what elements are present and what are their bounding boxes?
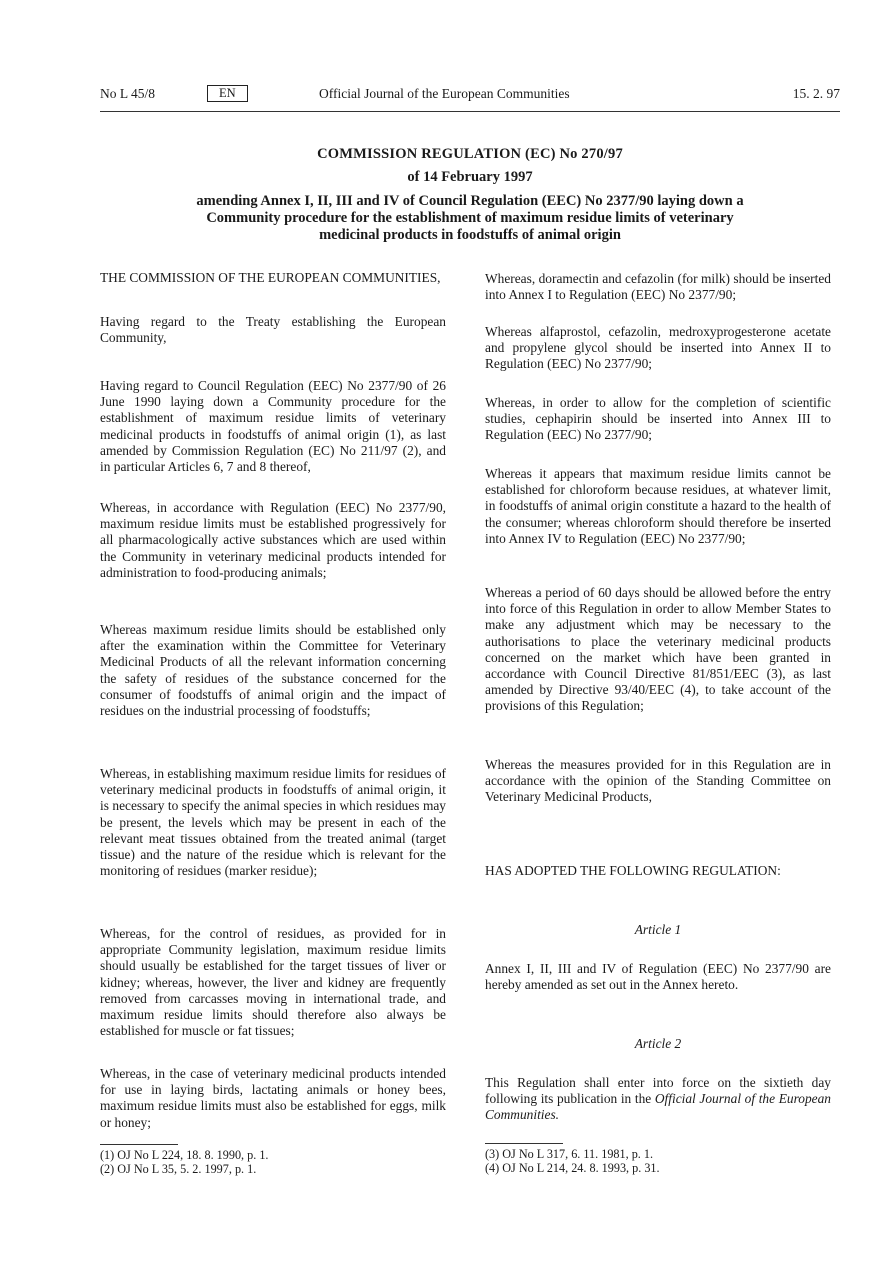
footnote-3: (3) OJ No L 317, 6. 11. 1981, p. 1. [485, 1147, 654, 1161]
recital-10: Whereas a period of 60 days should be allowed before the entry into force of this Regulation in order to allow Member States to make any adjustment which may be necessary to the authorisations to place the veterinary medicinal products concerned on the market which have been granted in accordance with Council Directive 81/851/EEC (3), as last amended by Directive 93/40/EEC (4), to take account of the provisions of this Regulation; [485, 585, 831, 714]
recital-1: Whereas, in accordance with Regulation (EEC) No 2377/90, maximum residue limits must be established progressively for all pharmacologically active substances which are used within the Community in veterinary medicinal products intended for administration to food-producing animals; [100, 500, 446, 580]
adoption-statement: HAS ADOPTED THE FOLLOWING REGULATION: [485, 863, 781, 878]
article-2-heading: Article 2 [634, 1036, 682, 1051]
footnote-4: (4) OJ No L 214, 24. 8. 1993, p. 31. [485, 1161, 660, 1175]
journal-title: Official Journal of the European Communities [319, 86, 570, 101]
recital-7: Whereas alfaprostol, cefazolin, medroxyprogesterone acetate and propylene glycol should be inserted into Annex II to Regulation (EEC) No 2377/90; [485, 324, 831, 372]
recital-9: Whereas it appears that maximum residue limits cannot be established for chloroform because residues, at whatever limit, in foodstuffs of animal origin constitute a hazard to the health of the consumer; whereas chloroform should therefore be inserted into Annex IV to Regulation (EEC) No 2377/90; [485, 466, 831, 546]
header-rule [100, 111, 840, 112]
recital-6: Whereas, doramectin and cefazolin (for milk) should be inserted into Annex I to Regulation (EEC) No 2377/90; [485, 271, 831, 303]
article-2-text-main: This Regulation shall enter into force on the sixtieth day following its publication in the [485, 1075, 831, 1107]
recital-4: Whereas, for the control of residues, as provided for in appropriate Community legislation, maximum residue limits should usually be established for the target tissues of liver or kidney; whereas, however, the liver and kidney are frequently removed from carcasses moving in international trade, and maximum residue limits should therefore also always be established for muscle or fat tissues; [100, 926, 446, 1039]
preamble-commission: THE COMMISSION OF THE EUROPEAN COMMUNITIES, [100, 270, 441, 285]
recital-8: Whereas, in order to allow for the completion of scientific studies, cephapirin should be inserted into Annex III to Regulation (EEC) No 2377/90; [485, 395, 831, 443]
recital-5: Whereas, in the case of veterinary medicinal products intended for use in laying birds, lactating animals or honey bees, maximum residue limits must also be established for eggs, milk or honey; [100, 1066, 446, 1130]
regulation-date: of 14 February 1997 [407, 169, 533, 185]
recital-council-regulation: Having regard to Council Regulation (EEC) No 2377/90 of 26 June 1990 laying down a Community procedure for the establishment of maximum residue limits of veterinary medicinal products in foodstuffs of animal origin (1), as last amended by Commission Regulation (EC) No 211/97 (2), and in particular Articles 6, 7 and 8 thereof, [100, 378, 446, 475]
footnote-rule-left [100, 1144, 178, 1145]
footnote-2: (2) OJ No L 35, 5. 2. 1997, p. 1. [100, 1162, 257, 1176]
article-2-journal-ref: Official Journal of the European Communities. [485, 1091, 832, 1123]
recital-treaty: Having regard to the Treaty establishing the European Community, [100, 314, 446, 346]
footnote-1: (1) OJ No L 224, 18. 8. 1990, p. 1. [100, 1148, 269, 1162]
issue-date: 15. 2. 97 [792, 86, 840, 101]
recital-11: Whereas the measures provided for in this Regulation are in accordance with the opinion of the Standing Committee on Veterinary Medicinal Products, [485, 757, 831, 805]
article-1-heading: Article 1 [634, 922, 682, 937]
recital-3: Whereas, in establishing maximum residue limits for residues of veterinary medicinal products in foodstuffs of animal origin, it is necessary to specify the animal species in which residues may be present, the levels which may be present in each of the relevant meat tissues obtained from the treated animal (target tissue) and the nature of the residue which is relevant for the monitoring of residues (marker residue); [100, 766, 446, 879]
regulation-subject: amending Annex I, II, III and IV of Council Regulation (EEC) No 2377/90 laying down a Community procedure for the establishment of maximum residue limits of veterinary medicinal products in foodstuffs of animal origin [196, 193, 744, 243]
issue-number: No L 45/8 [100, 86, 155, 101]
regulation-title: COMMISSION REGULATION (EC) No 270/97 [317, 146, 623, 162]
footnote-rule-right [485, 1143, 563, 1144]
page-header [100, 86, 840, 106]
language-badge: EN [207, 85, 248, 102]
recital-2: Whereas maximum residue limits should be established only after the examination within the Committee for Veterinary Medicinal Products of all the relevant information concerning the safety of residues of the substance concerned for the consumer of foodstuffs of animal origin and the impact of residues on the industrial processing of foodstuffs; [100, 622, 446, 719]
article-1-text: Annex I, II, III and IV of Regulation (EEC) No 2377/90 are hereby amended as set out in the Annex hereto. [485, 961, 831, 993]
article-2-text [485, 1075, 831, 1124]
